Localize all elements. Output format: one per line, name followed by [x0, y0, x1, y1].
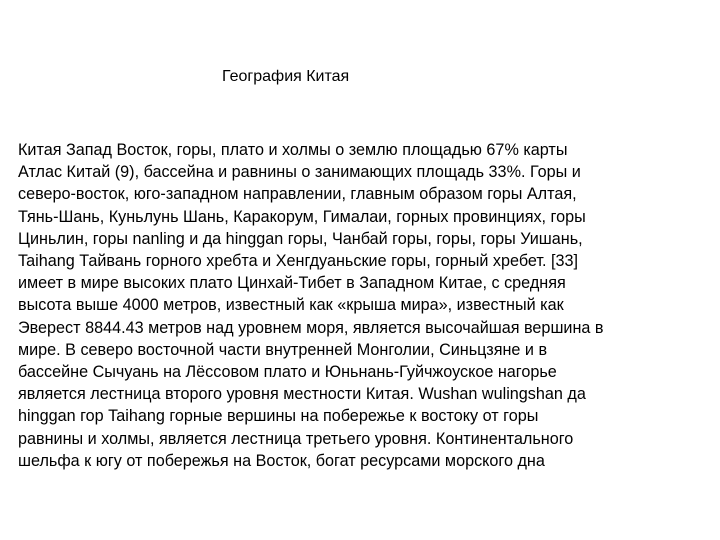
body-line: имеет в мире высоких плато Цинхай-Тибет в Западном Китае, с средняя	[18, 274, 566, 293]
slide-body-text	[18, 139, 708, 472]
slide-title: География Китая	[222, 68, 350, 85]
body-line: мире. В северо восточной части внутренней Монголии, Синьцзяне и в	[18, 340, 548, 359]
body-line: шельфа к югу от побережья на Восток, богат ресурсами морского дна	[18, 451, 545, 470]
body-line: Эверест 8844.43 метров над уровнем моря, является высочайшая вершина в	[18, 318, 604, 337]
body-line: высота выше 4000 метров, известный как «крыша мира», известный как	[18, 296, 564, 315]
body-line: Циньлин, горы nanling и да hinggan горы, Чанбай горы, горы, горы Уишань,	[18, 229, 583, 248]
body-line: северо-восток, юго-западном направлении, главным образом горы Алтая,	[18, 185, 577, 204]
body-line: является лестница второго уровня местности Китая. Wushan wulingshan да	[18, 385, 586, 404]
body-line: бассейне Сычуань на Лёссовом плато и Юньнань-Гуйчжоуское нагорье	[18, 363, 557, 382]
body-line: Китая Запад Восток, горы, плато и холмы о землю площадью 67% карты	[18, 141, 568, 159]
body-line: равнины и холмы, является лестница третьего уровня. Континентального	[18, 429, 574, 448]
body-line: Taihang Тайвань горного хребта и Хенгдуаньские горы, горный хребет. [33]	[18, 252, 579, 271]
body-line: Атлас Китай (9), бассейна и равнины о занимающих площадь 33%. Горы и	[18, 163, 581, 182]
body-line: hinggan гор Taihang горные вершины на побережье к востоку от горы	[18, 407, 539, 426]
body-line: Тянь-Шань, Куньлунь Шань, Каракорум, Гималаи, горных провинциях, горы	[18, 207, 586, 226]
